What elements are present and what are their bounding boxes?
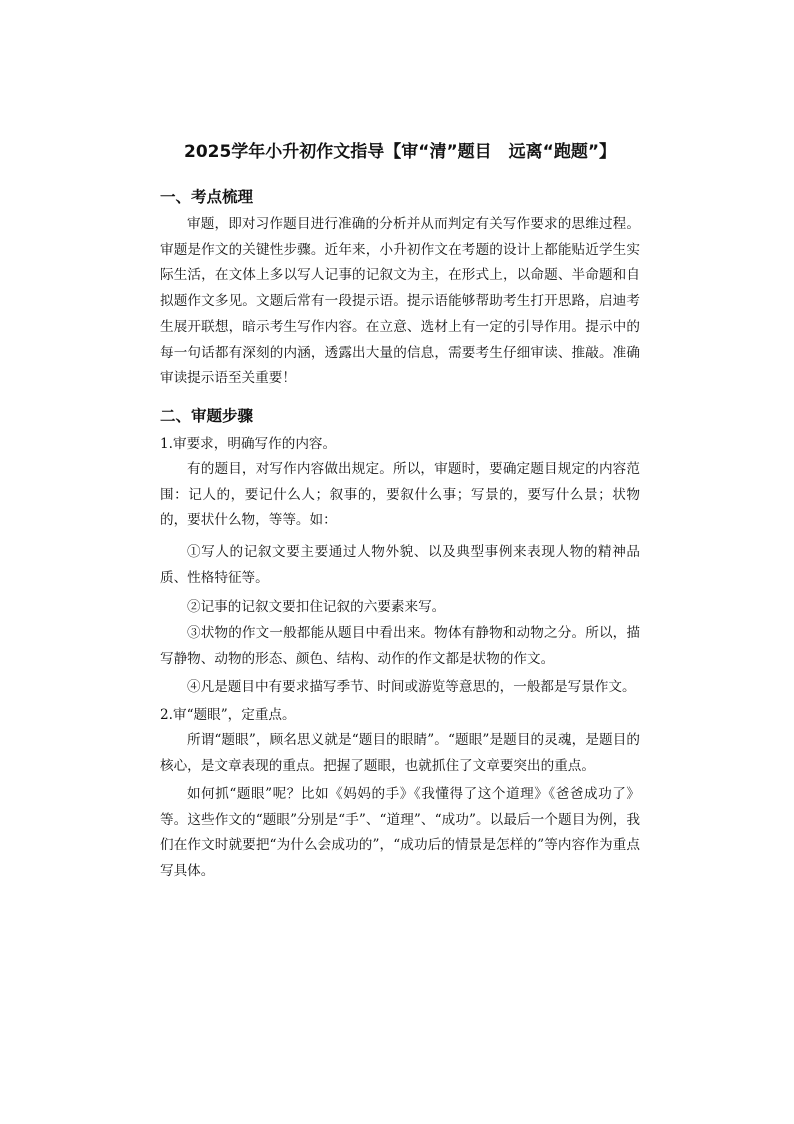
step1-heading: 1.审要求，明确写作的内容。 [160, 436, 337, 452]
key-points-paragraph: 审题，即对习作题目进行准确的分析并从而判定有关写作要求的思维过程。审题是作文的关键性步骤。近年来，小升初作文在考题的设计上都能贴近学生实际生活，在文体上多以写人记事的记叙文为主，在形式上，以命题、半命题和自拟题作文多见。文题后常有一段提示语。提示语能够帮助考生打开思路，启迪考生展开联想，暗示考生写作内容。在立意、选材上有一定的引导作用。提示中的每一句话都有深刻的内涵，透露出大量的信息，需要考生仔细审读、推敲。准确审读提示语至关重要！ [160, 216, 640, 387]
step2-paragraph-2: 如何抓“题眼”呢？比如《妈妈的手》《我懂得了这个道理》《爸爸成功了》等。这些作文的“题眼”分别是“手”、“道理”、“成功”。以最后一个题目为例，我们在作文时就要把“为什么会成功的”，“成功后的情景是怎样的”等内容作为重点写具体。 [160, 786, 640, 880]
section-heading-key-points: 一、考点梳理 [160, 188, 254, 206]
step1-item-3: ③状物的作文一般都能从题目中看出来。物体有静物和动物之分。所以，描写静物、动物的形态、颜色、结构、动作的作文都是状物的作文。 [160, 625, 640, 667]
step1-item-1: ①写人的记叙文要主要通过人物外貌、以及典型事例来表现人物的精神品质、性格特征等。 [160, 544, 640, 586]
step1-item-2: ②记事的记叙文要扣住记叙的六要素来写。 [187, 599, 446, 615]
step2-paragraph-1: 所谓“题眼”，顾名思义就是“题目的眼睛”。“题眼”是题目的灵魂，是题目的核心，是文章表现的重点。把握了题眼，也就抓住了文章要突出的重点。 [160, 732, 640, 774]
step1-intro-paragraph: 有的题目，对写作内容做出规定。所以，审题时，要确定题目规定的内容范围：记人的，要记什么人；叙事的，要叙什么事；写景的，要写什么景；状物的，要状什么物，等等。如： [160, 461, 640, 529]
document-title: 2025学年小升初作文指导【审“清”题目 远离“跑题”】 [183, 142, 616, 162]
section-heading-steps: 二、审题步骤 [160, 407, 254, 425]
step1-item-4: ④凡是题目中有要求描写季节、时间或游览等意思的，一般都是写景作文。 [187, 679, 636, 695]
step2-heading: 2.审“题眼”，定重点。 [160, 707, 296, 723]
